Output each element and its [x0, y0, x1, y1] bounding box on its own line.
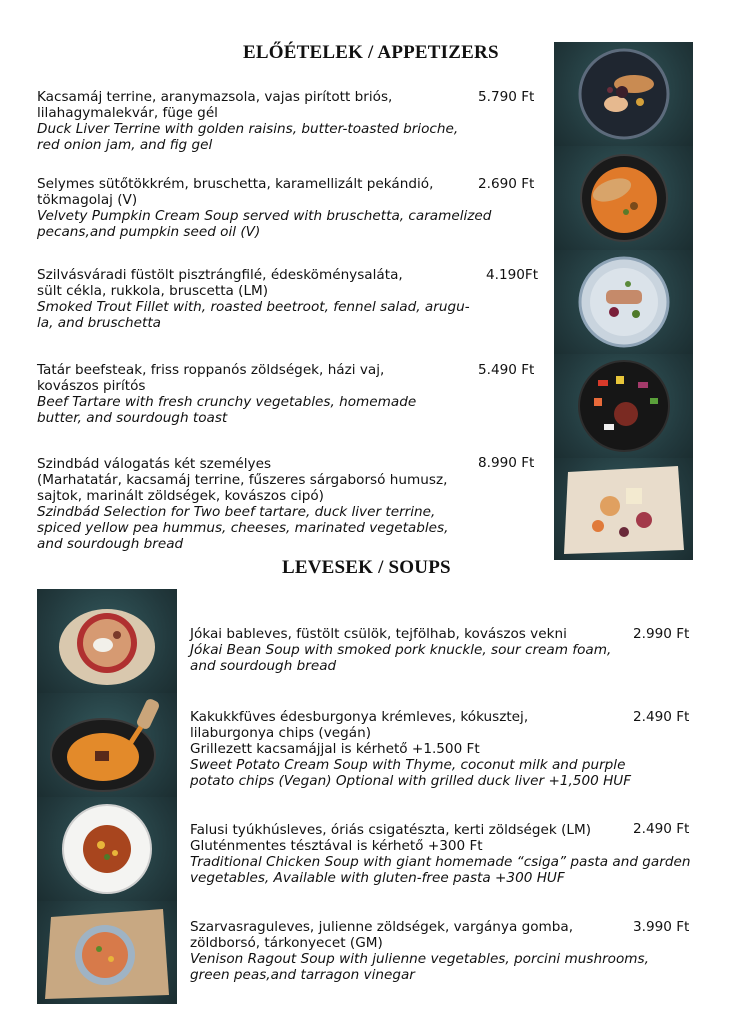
appetizer-1-hu-line-2: lilahagymalekvár, füge gél: [37, 105, 218, 121]
szindbad-selection-image: [554, 458, 693, 560]
soup-3-en-line-1: Traditional Chicken Soup with giant homemade “csiga” pasta and garden: [190, 854, 691, 870]
appetizer-1-price: 5.790 Ft: [478, 89, 535, 105]
appetizer-3-price: 4.190Ft: [486, 267, 539, 283]
appetizer-3-hu-line-1: Szilvásváradi füstölt pisztrángfilé, édesköménysaláta,: [37, 267, 403, 283]
appetizer-item-5: [37, 456, 477, 552]
soup-1-hu-line-1: Jókai bableves, füstölt csülök, tejfölhab, kovászos vekni: [190, 626, 567, 642]
soup-4-hu-line-2: zöldborsó, tárkonyecet (GM): [190, 935, 383, 951]
soup-2-en-line-1: Sweet Potato Cream Soup with Thyme, coconut milk and purple: [190, 757, 626, 773]
appetizer-2-hu-line-2: tökmagolaj (V): [37, 192, 138, 208]
soup-3-hu-line-1: Falusi tyúkhúsleves, óriás csigatészta, kerti zöldségek (LM): [190, 822, 592, 838]
appetizer-3-en-line-2: la, and bruschetta: [37, 315, 162, 331]
duck-liver-terrine-image: [554, 42, 693, 146]
soup-2-hu-line-2: lilaburgonya chips (vegán): [190, 725, 371, 741]
beef-tartare-image: [554, 354, 693, 458]
appetizer-item-1: [37, 89, 477, 153]
appetizer-5-hu-line-3: sajtok, marinált zöldségek, kovászos cipó): [37, 488, 324, 504]
soup-2-hu-line-1: Kakukkfüves édesburgonya krémleves, kókusztej,: [190, 709, 529, 725]
appetizer-5-en-line-3: and sourdough bread: [37, 536, 184, 552]
appetizer-2-en-line-2: pecans,and pumpkin seed oil (V): [37, 224, 261, 240]
soup-1-en-line-2: and sourdough bread: [190, 658, 337, 674]
venison-soup-photo: [37, 901, 177, 1004]
appetizer-3-hu-line-2: sült cékla, rukkola, bruscetta (LM): [37, 283, 269, 299]
soup-4-en-line-2: green peas,and tarragon vinegar: [190, 967, 415, 983]
appetizer-3-en-line-1: Smoked Trout Fillet with, roasted beetroot, fennel salad, arugu-: [37, 299, 470, 315]
szindbad-selection-photo: [554, 458, 693, 560]
soup-2-price: 2.490 Ft: [633, 709, 690, 725]
smoked-trout-image: [554, 250, 693, 354]
soup-2-hu-line-3: Grillezett kacsamájjal is kérhető +1.500 Ft: [190, 741, 480, 757]
appetizer-item-2: [37, 176, 492, 240]
sweet-potato-soup-photo: [37, 693, 177, 797]
bean-soup-image: [37, 589, 177, 693]
appetizer-4-price: 5.490 Ft: [478, 362, 535, 378]
appetizer-2-en-line-1: Velvety Pumpkin Cream Soup served with bruschetta, caramelized: [37, 208, 492, 224]
sweet-potato-soup-image: [37, 693, 177, 797]
soup-photo-strip: [37, 589, 177, 1004]
appetizer-2-hu-line-1: Selymes sütőtökkrém, bruschetta, karamellizált pekándió,: [37, 176, 434, 192]
appetizer-5-en-line-2: spiced yellow pea hummus, cheeses, marinated vegetables,: [37, 520, 449, 536]
appetizer-5-hu-line-1: Szindbád válogatás két személyes: [37, 456, 272, 472]
appetizer-item-4: [37, 362, 477, 426]
appetizer-5-hu-line-2: (Marhatatár, kacsamáj terrine, fűszeres sárgaborsó humusz,: [37, 472, 448, 488]
soup-4-price: 3.990 Ft: [633, 919, 690, 935]
appetizer-item-3: [37, 267, 477, 331]
appetizer-4-hu-line-1: Tatár beefsteak, friss roppanós zöldségek, házi vaj,: [37, 362, 385, 378]
pumpkin-soup-photo: [554, 146, 693, 250]
soup-4-hu-line-1: Szarvasraguleves, julienne zöldségek, vargánya gomba,: [190, 919, 574, 935]
soup-item-4: [190, 919, 649, 983]
venison-soup-image: [37, 901, 177, 1004]
appetizer-2-price: 2.690 Ft: [478, 176, 535, 192]
chicken-soup-image: [37, 797, 177, 901]
soup-3-price: 2.490 Ft: [633, 821, 690, 837]
appetizer-5-price: 8.990 Ft: [478, 455, 535, 471]
soup-2-en-line-2: potato chips (Vegan) Optional with grilled duck liver +1,500 HUF: [190, 773, 632, 789]
appetizers-heading: ELŐÉTELEK / APPETIZERS: [243, 42, 499, 63]
appetizer-1-hu-line-1: Kacsamáj terrine, aranymazsola, vajas pirított briós,: [37, 89, 393, 105]
pumpkin-soup-image: [554, 146, 693, 250]
appetizer-photo-strip: [554, 42, 693, 560]
soup-item-2: [190, 709, 630, 789]
soup-1-en-line-1: Jókai Bean Soup with smoked pork knuckle, sour cream foam,: [190, 642, 612, 658]
appetizer-1-en-line-1: Duck Liver Terrine with golden raisins, butter-toasted brioche,: [37, 121, 459, 137]
smoked-trout-photo: [554, 250, 693, 354]
appetizer-4-en-line-1: Beef Tartare with fresh crunchy vegetables, homemade: [37, 394, 417, 410]
soup-item-1: [190, 626, 630, 674]
appetizer-5-en-line-1: Szindbád Selection for Two beef tartare, duck liver terrine,: [37, 504, 436, 520]
soup-3-en-line-2: vegetables, Available with gluten-free pasta +300 HUF: [190, 870, 565, 886]
chicken-soup-photo: [37, 797, 177, 901]
appetizer-4-en-line-2: butter, and sourdough toast: [37, 410, 228, 426]
soup-1-price: 2.990 Ft: [633, 626, 690, 642]
appetizer-4-hu-line-2: kovászos pirítós: [37, 378, 146, 394]
soups-heading: LEVESEK / SOUPS: [282, 557, 451, 578]
soup-4-en-line-1: Venison Ragout Soup with julienne vegetables, porcini mushrooms,: [190, 951, 649, 967]
beef-tartare-photo: [554, 354, 693, 458]
soup-3-hu-line-2: Gluténmentes tésztával is kérhető +300 Ft: [190, 838, 483, 854]
appetizer-1-en-line-2: red onion jam, and fig gel: [37, 137, 213, 153]
bean-soup-photo: [37, 589, 177, 693]
duck-liver-terrine-photo: [554, 42, 693, 146]
